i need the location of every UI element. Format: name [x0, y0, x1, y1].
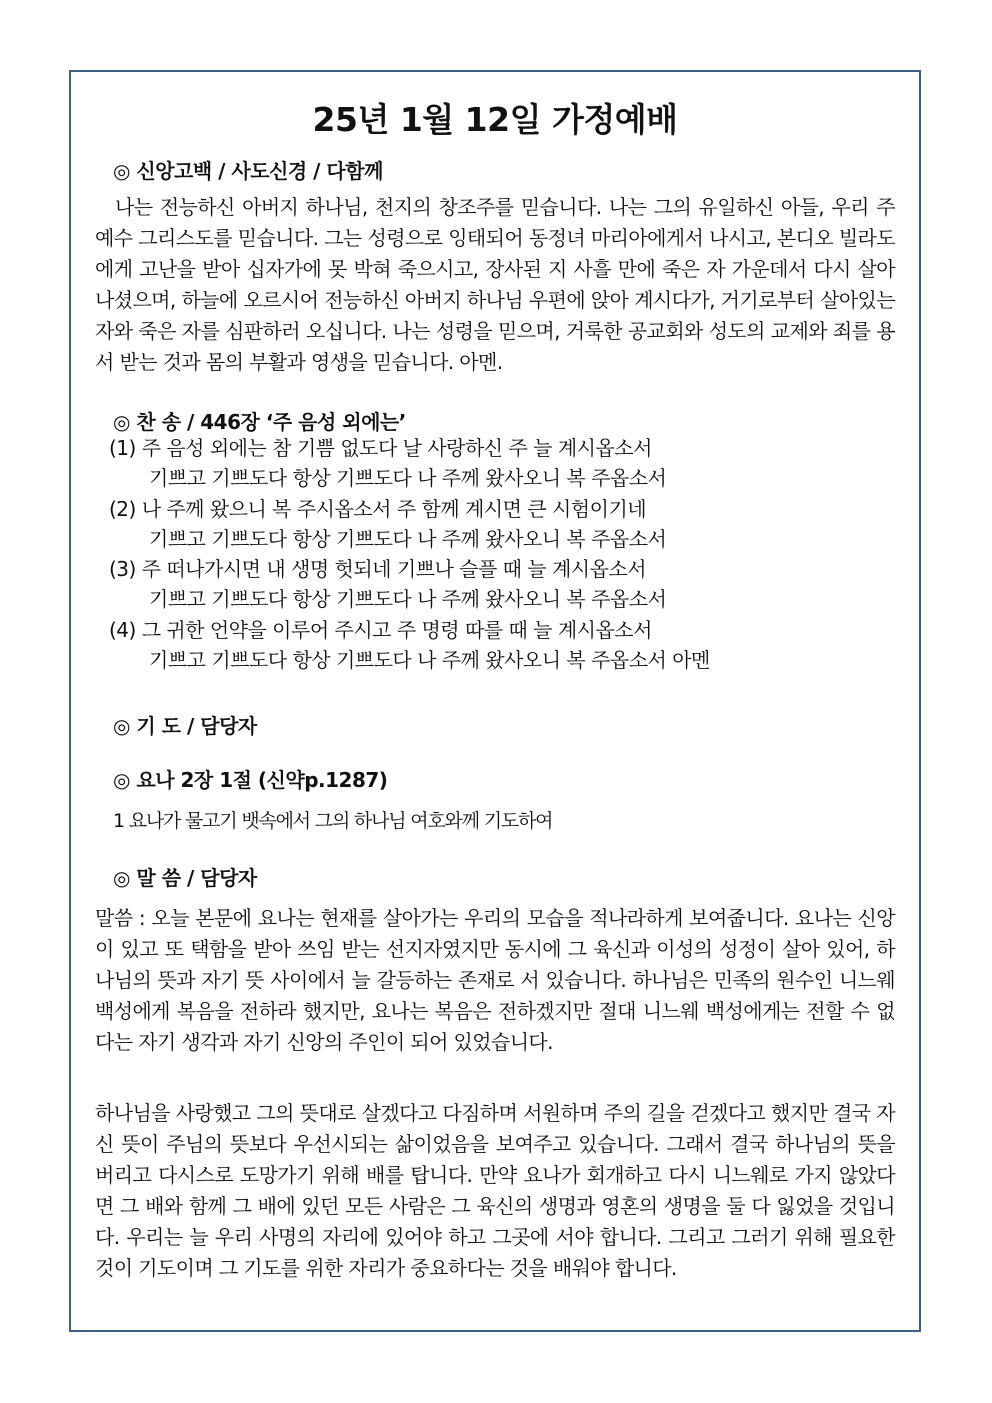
- page-title: 25년 1월 12일 가정예배: [312, 100, 678, 139]
- hymn-refrain-1: 기쁘고 기쁘도다 항상 기쁘도다 나 주께 왔사오니 복 주옵소서: [149, 466, 667, 491]
- hymn-verse-1: (1) 주 음성 외에는 참 기쁨 없도다 날 사랑하신 주 늘 계시옵소서: [109, 436, 652, 460]
- sermon-heading: ◎ 말 씀 / 담당자: [113, 866, 257, 890]
- sermon-paragraph-1: 말씀 : 오늘 본문에 요나는 현재를 살아가는 우리의 모습을 적나라하게 보여줍니다. 요나는 신앙이 있고 또 택함을 받아 쓰임 받는 선지자였지만 동시에 그 육신과 이성의 성정이 살아 있어, 하나님의 뜻과 자기 뜻 사이에서 늘 갈등하는 존재로 서 있습니다. 하나님은 민족의 원수인 니느웨 백성에게 복음을 전하라 했지만, 요나는 복음은 전하겠지만 절대 니느웨 백성에게는 전할 수 없다는 자기 생각과 자기 신앙의 주인이 되어 있었습니다.: [95, 906, 895, 1054]
- sermon-paragraph-2: 하나님을 사랑했고 그의 뜻대로 살겠다고 다짐하며 서원하며 주의 길을 걷겠다고 했지만 결국 자신 뜻이 주님의 뜻보다 우선시되는 삶이었음을 보여주고 있습니다. 그래서 결국 하나님의 뜻을 버리고 다시스로 도망가기 위해 배를 탑니다. 만약 요나가 회개하고 다시 니느웨로 가지 않았다면 그 배와 함께 그 배에 있던 모든 사람은 그 육신의 생명과 영혼의 생명을 둘 다 잃었을 것입니다. 우리는 늘 우리 사명의 자리에 있어야 하고 그곳에 서야 합니다. 그리고 그러기 위해 필요한 것이 기도이며 그 기도를 위한 자리가 중요하다는 것을 배워야 합니다.: [95, 1101, 895, 1280]
- hymn-refrain-4: 기쁘고 기쁘도다 항상 기쁘도다 나 주께 왔사오니 복 주옵소서 아멘: [149, 648, 710, 673]
- scripture-verse: 1 요나가 물고기 뱃속에서 그의 하나님 여호와께 기도하여: [113, 810, 553, 832]
- scripture-heading: ◎ 요나 2장 1절 (신약p.1287): [113, 768, 388, 792]
- hymn-verse-2: (2) 나 주께 왔으니 복 주시옵소서 주 함께 계시면 큰 시험이기네: [109, 496, 647, 521]
- hymn-refrain-2: 기쁘고 기쁘도다 항상 기쁘도다 나 주께 왔사오니 복 주옵소서: [149, 526, 667, 551]
- hymn-lyrics: [109, 433, 889, 675]
- creed-text: 나는 전능하신 아버지 하나님, 천지의 창조주를 믿습니다. 나는 그의 유일하신 아들, 우리 주 예수 그리스도를 믿습니다. 그는 성령으로 잉태되어 동정녀 마리아에게서 나시고, 본디오 빌라도에게 고난을 받아 십자가에 못 박혀 죽으시고, 장사된 지 사흘 만에 죽은 자 가운데서 다시 살아나셨으며, 하늘에 오르시어 전능하신 아버지 하나님 우편에 앉아 계시다가, 거기로부터 살아있는 자와 죽은 자를 심판하러 오십니다. 나는 성령을 믿으며, 거룩한 공교회와 성도의 교제와 죄를 용서 받는 것과 몸의 부활과 영생을 믿습니다. 아멘.: [95, 195, 895, 374]
- creed-heading: ◎ 신앙고백 / 사도신경 / 다함께: [113, 159, 383, 183]
- hymn-refrain-3: 기쁘고 기쁘도다 항상 기쁘도다 나 주께 왔사오니 복 주옵소서: [149, 587, 667, 612]
- page-frame: [69, 70, 921, 1332]
- prayer-heading: ◎ 기 도 / 담당자: [113, 714, 257, 738]
- hymn-heading: ◎ 찬 송 / 446장 ‘주 음성 외에는’: [113, 410, 406, 434]
- hymn-verse-4: (4) 그 귀한 언약을 이루어 주시고 주 명령 따를 때 늘 계시옵소서: [109, 617, 652, 642]
- hymn-verse-3: (3) 주 떠나가시면 내 생명 헛되네 기쁘나 슬플 때 늘 계시옵소서: [109, 557, 647, 582]
